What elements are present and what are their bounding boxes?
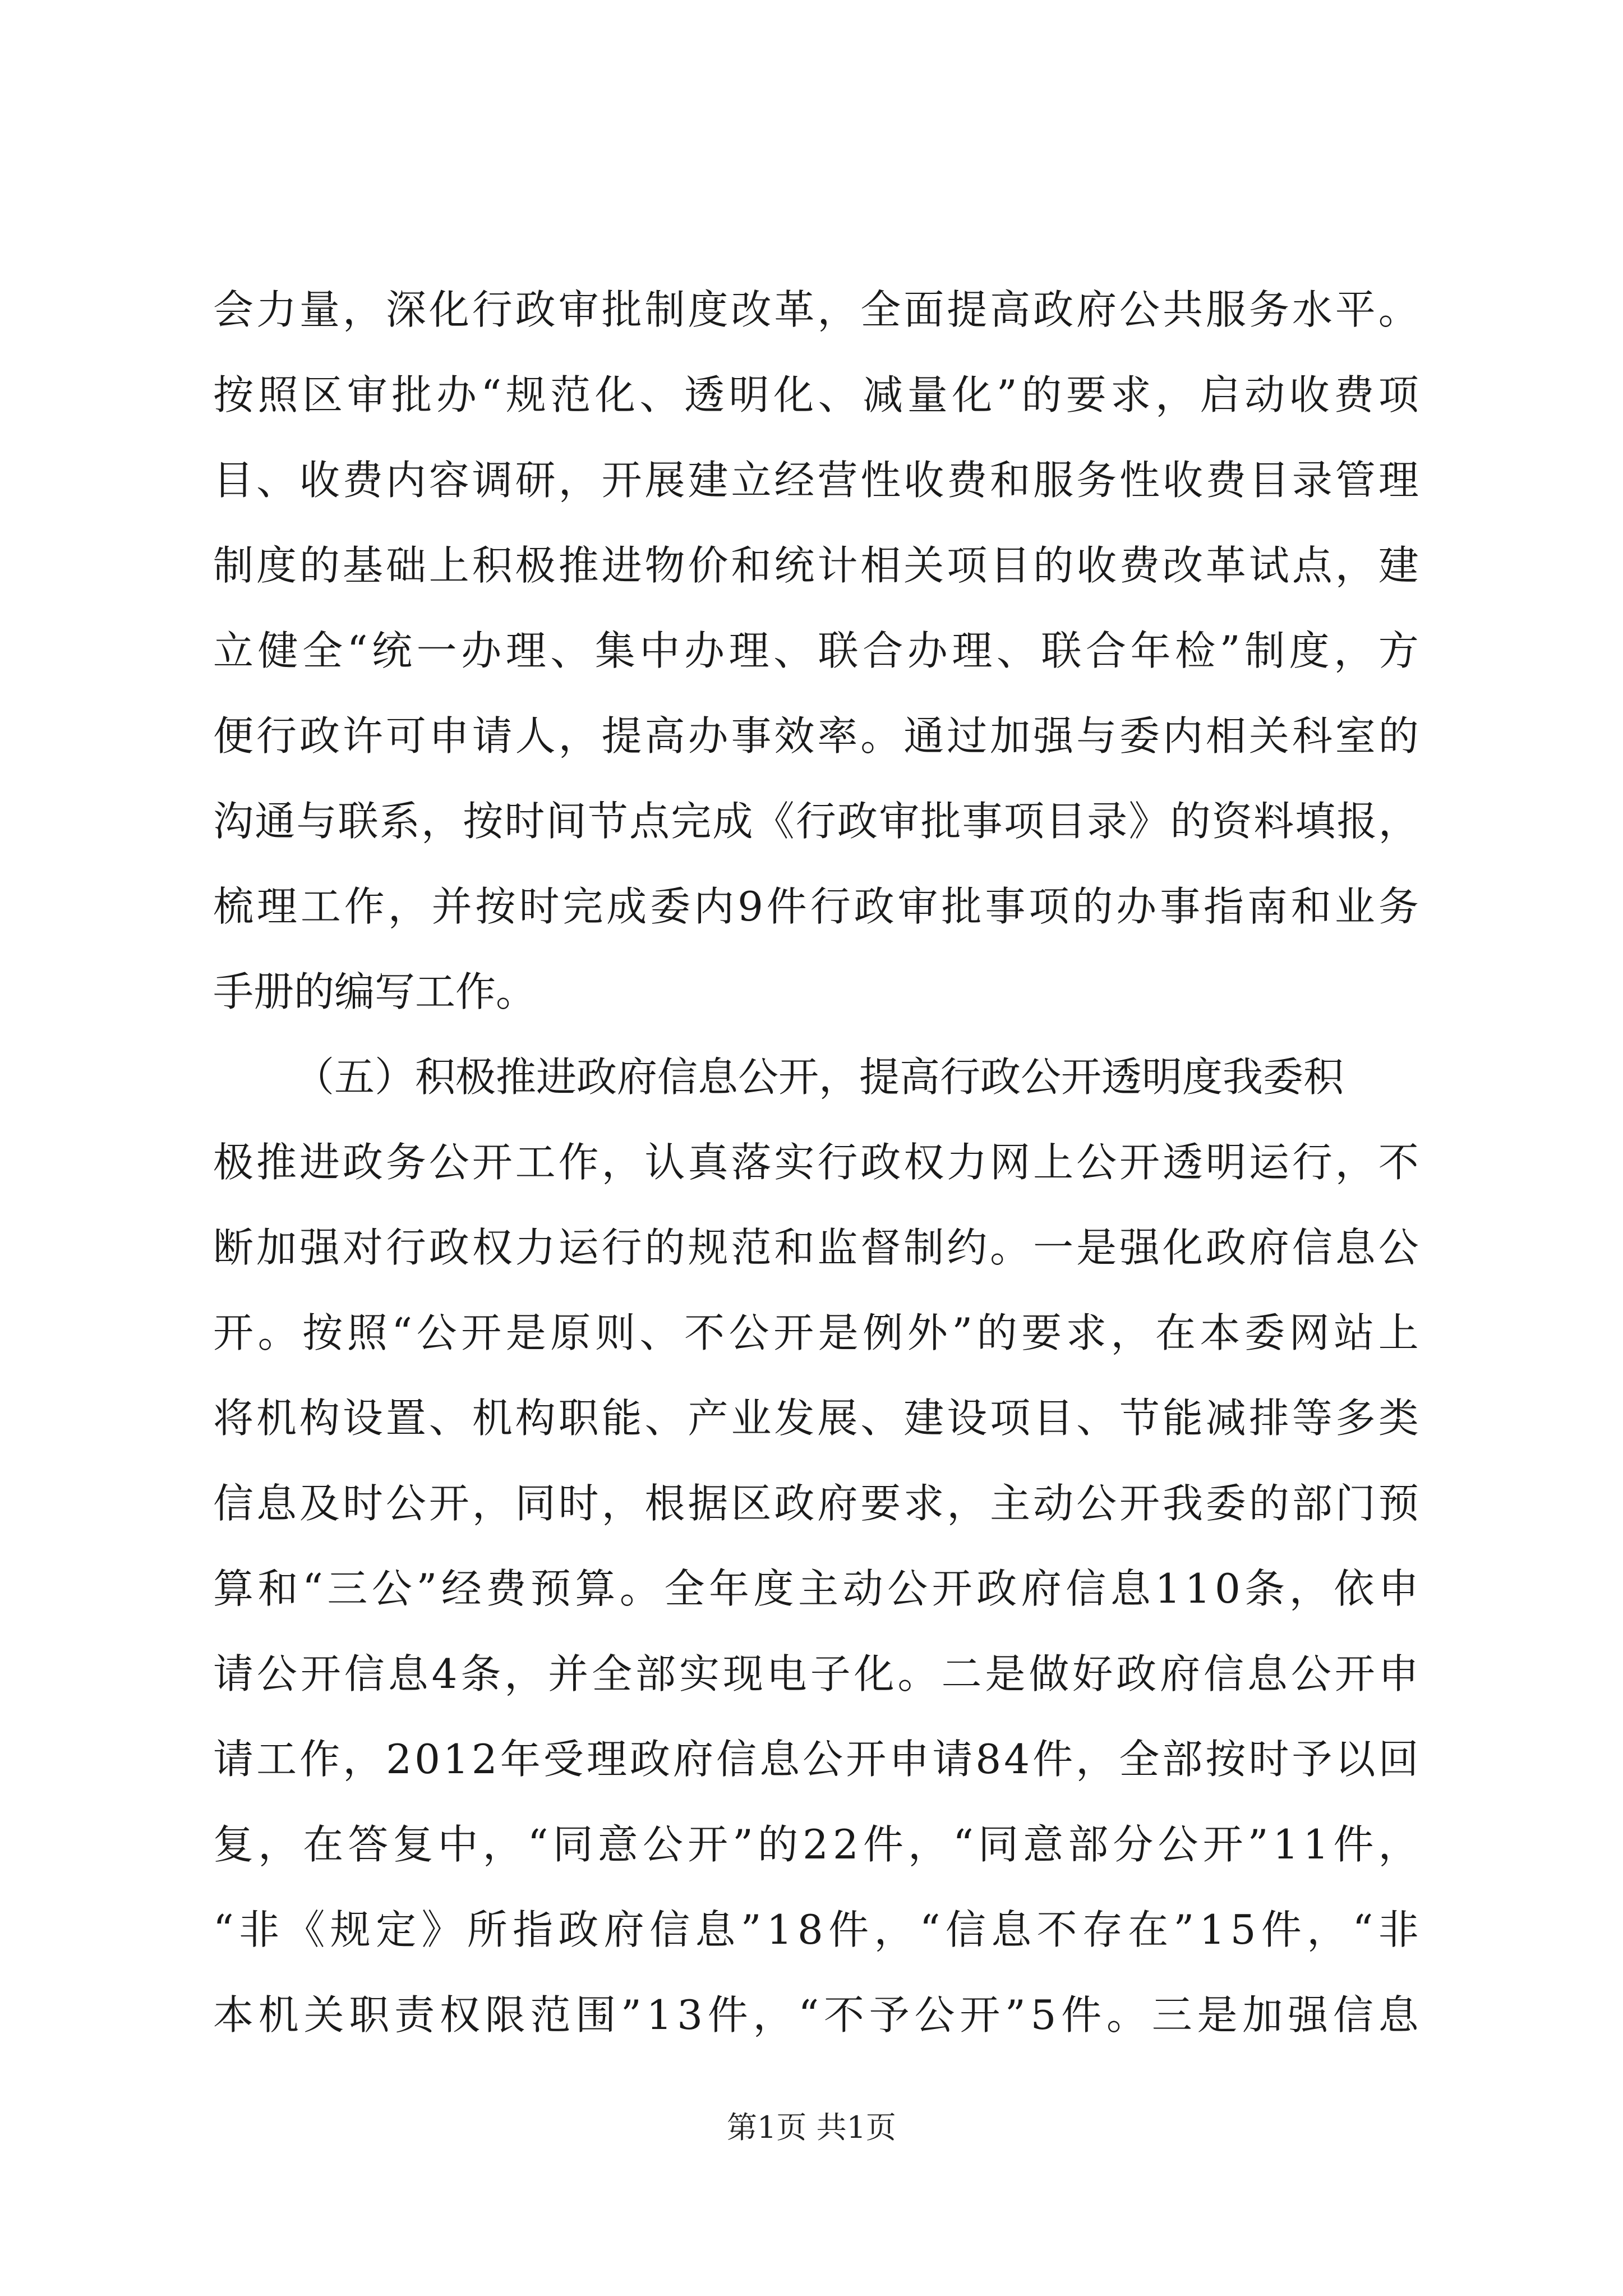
text-line: 断 加 强 对 行 政 权 力 运 行 的 规 范 和 监 督 制 约 。 一 是 强 化 政 府 信 息 公 — [213, 1224, 1419, 1271]
text-line: 手册的编写工作。 — [213, 968, 537, 1015]
text-line: “ 非 《 规 定 》 所 指 政 府 信 息 ” 1 8 件 ， “ 信 息 不 存 在 ” 1 5 件 ， “ 非 — [213, 1906, 1419, 1953]
page-footer — [0, 2108, 1623, 2147]
text-line: 请 公 开 信 息 4 条 ， 并 全 部 实 现 电 子 化 。 二 是 做 好 政 府 信 息 公 开 申 — [213, 1650, 1419, 1697]
text-line: 将 机 构 设 置 、 机 构 职 能 、 产 业 发 展 、 建 设 项 目 、 节 能 减 排 等 多 类 — [213, 1395, 1419, 1442]
text-line: 会 力 量 ， 深 化 行 政 审 批 制 度 改 革 ， 全 面 提 高 政 府 公 共 服 务 水 平 。 — [213, 286, 1419, 333]
text-line: 请 工 作 ， 2 0 1 2 年 受 理 政 府 信 息 公 开 申 请 8 4 件 ， 全 部 按 时 予 以 回 — [213, 1736, 1419, 1783]
text-line: 信 息 及 时 公 开 ， 同 时 ， 根 据 区 政 府 要 求 ， 主 动 公 开 我 委 的 部 门 预 — [213, 1480, 1419, 1527]
text-line: 算 和 “ 三 公 ” 经 费 预 算 。 全 年 度 主 动 公 开 政 府 信 息 1 1 0 条 ， 依 申 — [213, 1565, 1419, 1612]
text-line: 按 照 区 审 批 办 “ 规 范 化 、 透 明 化 、 减 量 化 ” 的 要 求 ， 启 动 收 费 项 — [213, 371, 1419, 418]
text-line: 复 ， 在 答 复 中 ， “ 同 意 公 开 ” 的 2 2 件 ， “ 同 意 部 分 公 开 ” 1 1 件 ， — [213, 1821, 1419, 1868]
text-line: 立 健 全 “ 统 一 办 理 、 集 中 办 理 、 联 合 办 理 、 联 合 年 检 ” 制 度 ， 方 — [213, 627, 1419, 674]
text-line: 极 推 进 政 务 公 开 工 作 ， 认 真 落 实 行 政 权 力 网 上 公 开 透 明 运 行 ， 不 — [213, 1139, 1419, 1186]
text-line: 沟 通 与 联 系 ， 按 时 间 节 点 完 成 《 行 政 审 批 事 项 目 录 》 的 资 料 填 报 ， — [213, 798, 1419, 845]
text-line: 梳 理 工 作 ， 并 按 时 完 成 委 内 9 件 行 政 审 批 事 项 的 办 事 指 南 和 业 务 — [213, 883, 1419, 930]
text-line: 便 行 政 许 可 申 请 人 ， 提 高 办 事 效 率 。 通 过 加 强 与 委 内 相 关 科 室 的 — [213, 712, 1419, 760]
text-line: 制 度 的 基 础 上 积 极 推 进 物 价 和 统 计 相 关 项 目 的 收 费 改 革 试 点 ， 建 — [213, 542, 1419, 589]
text-line: 目 、 收 费 内 容 调 研 ， 开 展 建 立 经 营 性 收 费 和 服 务 性 收 费 目 录 管 理 — [213, 457, 1419, 504]
text-line: 开 。 按 照 “ 公 开 是 原 则 、 不 公 开 是 例 外 ” 的 要 求 ， 在 本 委 网 站 上 — [213, 1309, 1419, 1356]
document-body — [213, 267, 1419, 2058]
section-heading-line: （五）积极推进政府信息公开，提高行政公开透明度我委积 — [294, 1053, 1344, 1101]
page-number-label: 第1页 共1页 — [727, 2110, 896, 2145]
text-line: 本 机 关 职 责 权 限 范 围 ” 1 3 件 ， “ 不 予 公 开 ” 5 件 。 三 是 加 强 信 息 — [213, 1991, 1419, 2039]
